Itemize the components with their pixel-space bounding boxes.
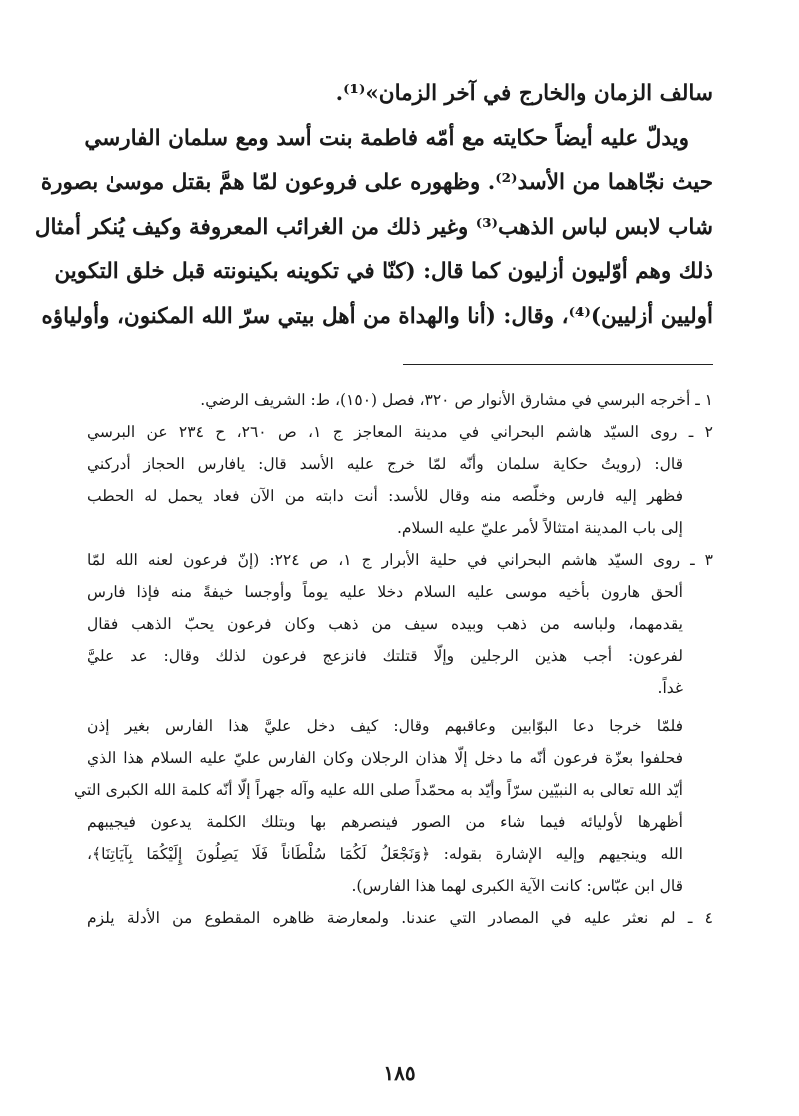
- footnote-line: أظهرها لأوليائه فيما شاء من الصور فينصرهم بها وبتلك الكلمة يدعون فيجيبهم: [87, 813, 683, 831]
- page-number: ١٨٥: [383, 1061, 416, 1085]
- main-line: شاب لابس لباس الذهب⁽³⁾ وغير ذلك من الغرائب المعروفة وكيف يُنكر أمثال: [34, 214, 713, 240]
- main-line: ذلك وهم أوّليون أزليون كما قال: (كنّا في تكوينه بكينونته قبل خلق التكوين: [54, 259, 713, 284]
- footnote-line: ٤ ـ لم نعثر عليه في المصادر التي عندنا. ولمعارضة ظاهره المقطوع من الأدلة يلزم: [87, 909, 713, 927]
- footnote-line: قال ابن عبّاس: كانت الآية الكبرى لهما هذا الفارس).: [351, 877, 683, 895]
- footnote-line: فظهر إليه فارس وخلّصه منه وقال للأسد: أنت دابته من الآن فعاد يحمل له الحطب: [87, 487, 683, 505]
- footnote-line: فلمّا خرجا دعا البوّابين وعاقبهم وقال: كيف دخل عليَّ هذا الفارس بغير إذن: [87, 717, 683, 735]
- main-line: أوليين أزليين)⁽⁴⁾، وقال: (أنا والهداة من أهل بيتي سرّ الله المكنون، وأولياؤه: [41, 303, 713, 329]
- main-text: [34, 72, 713, 339]
- footnote-separator: [403, 364, 713, 365]
- footnote-line: غداً.: [657, 679, 683, 697]
- main-line: حيث نجّاهما من الأسد⁽²⁾. وظهوره على فروعون لمّا همَّ بقتل موسىٰ بصورة: [40, 170, 713, 195]
- footnote-line: أيّد الله تعالى به النبيّين سرّاً وأيّد به محمّداً صلى الله عليه وآله جهراً إلّا أنّه كلمة الله الكبرى التي: [74, 781, 683, 799]
- footnote-line: قال: (رويتُ حكاية سلمان وأنّه لمّا خرج عليه الأسد قال: يافارس الحجاز أدركني: [87, 455, 683, 473]
- footnote-line: لفرعون: أجب هذين الرجلين وإلّا قتلتك فانزعج فرعون لذلك وقال: عد عليَّ: [87, 647, 683, 665]
- footnote-line: ٣ ـ روى السيّد هاشم البحراني في حلية الأبرار ج ١، ص ٢٢٤: (إنّ فرعون لعنه الله لمّا: [87, 551, 713, 569]
- footnote-line: الله وينجيهم وإليه الإشارة بقوله: ﴿وَنَجْعَلُ لَكُمَا سُلْطَاناً فَلَا يَصِلُونَ إِلَيْكُمَا بِآيَاتِنَا﴾،: [87, 845, 683, 863]
- footnote-line: فحلفوا بعزّة فرعون أنّه ما دخل إلّا هذان الرجلان وكان الفارس عليّ عليه السلام هذا الذي: [87, 749, 683, 767]
- footnote-line: يقدمهما، ولباسه من ذهب وبيده سيف من ذهب وكان فرعون يحبّ الذهب فقال: [87, 615, 683, 633]
- footnote-line: ٢ ـ روى السيّد هاشم البحراني في مدينة المعاجز ج ١، ص ٢٦٠، ح ٢٣٤ عن البرسي: [87, 423, 713, 441]
- footnote-line: ألحق هارون بأخيه موسى عليه السلام دخلا عليه يوماً وأوجسا خيفةً منه فإذا فارس: [87, 583, 683, 601]
- main-line: سالف الزمان والخارج في آخر الزمان»⁽¹⁾.: [335, 81, 713, 106]
- footnotes: [74, 384, 713, 934]
- footnote-line: إلى باب المدينة امتثالاً لأمر عليّ عليه السلام.: [396, 519, 683, 537]
- footnote-line: ١ ـ أخرجه البرسي في مشارق الأنوار ص ٣٢٠، فصل (١٥٠)، ط: الشريف الرضي.: [200, 391, 713, 409]
- main-line: ويدلّ عليه أيضاً حكايته مع أمّه فاطمة بنت أسد ومع سلمان الفارسي: [84, 125, 689, 151]
